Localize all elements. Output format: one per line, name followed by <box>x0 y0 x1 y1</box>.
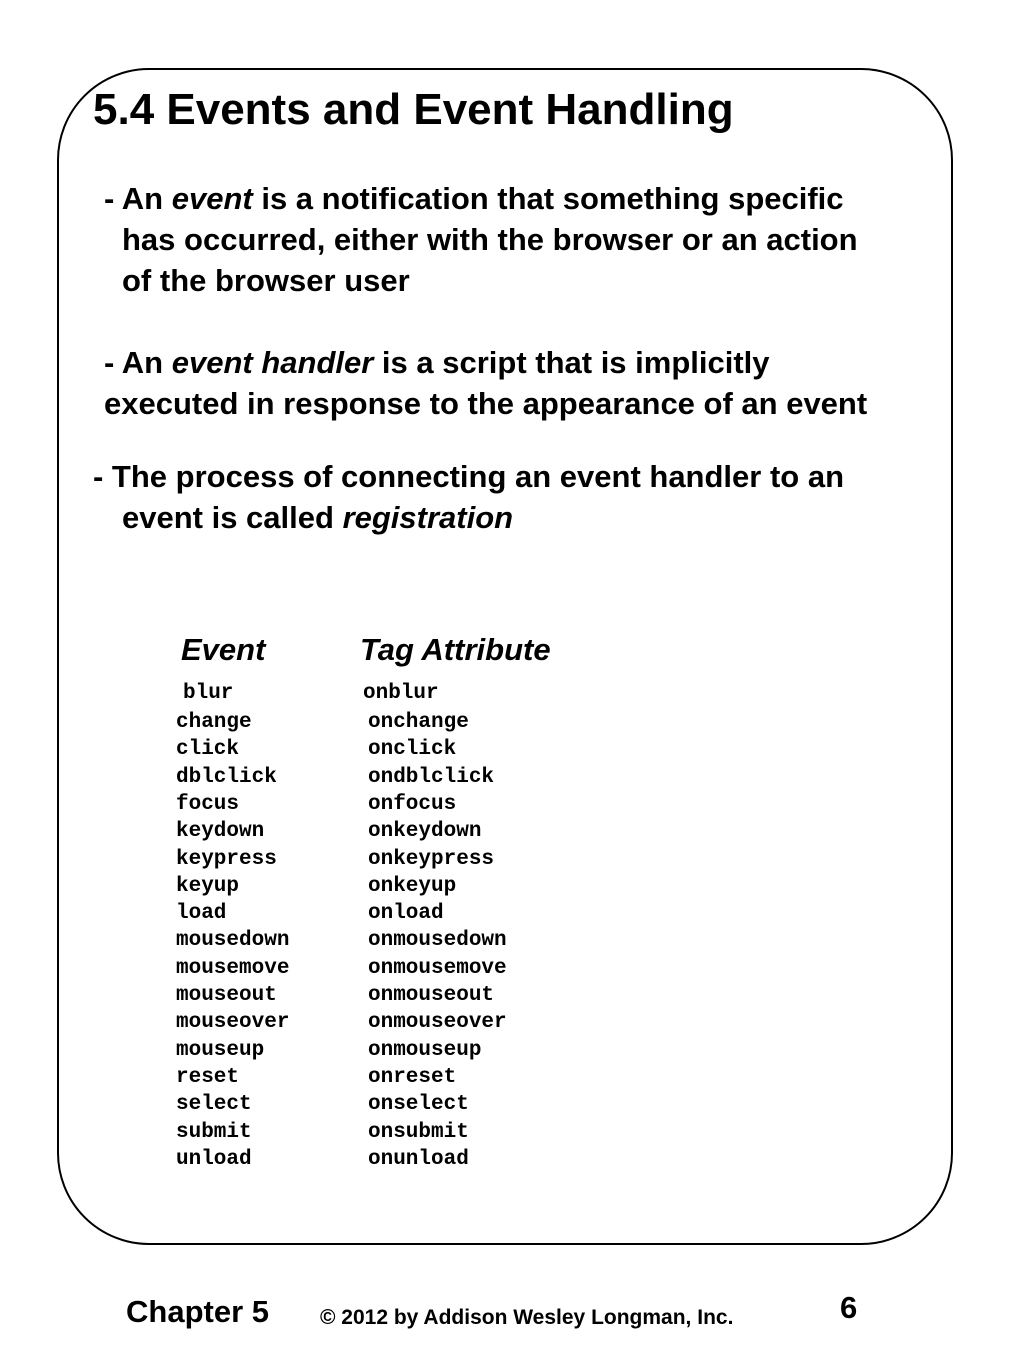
tag-attribute-cell: ondblclick <box>368 765 495 789</box>
event-name-cell: mouseup <box>176 1038 265 1062</box>
tag-attribute-cell: onload <box>368 902 444 926</box>
event-name-cell: submit <box>176 1120 252 1144</box>
para3-line2-prefix: event is called <box>122 500 343 535</box>
event-name-cell: keyup <box>176 874 240 898</box>
event-name-cell: focus <box>176 792 240 816</box>
para3-term: registration <box>342 500 514 535</box>
slide-title: 5.4 Events and Event Handling <box>93 85 734 134</box>
para3-line1: - The process of connecting an event handler to an <box>93 459 845 494</box>
para2-term: event handler <box>171 345 374 380</box>
tag-attribute-cell: onunload <box>368 1147 469 1171</box>
event-name-cell: mousemove <box>176 956 290 980</box>
para2-prefix: - An <box>104 345 172 380</box>
tag-attribute-cell: onfocus <box>368 792 457 816</box>
event-name-cell: unload <box>176 1147 252 1171</box>
event-name-cell: load <box>176 902 227 926</box>
table-header-tag-attribute: Tag Attribute <box>360 632 551 667</box>
para1-line2: has occurred, either with the browser or an action <box>122 222 858 257</box>
event-name-cell: keydown <box>176 820 265 844</box>
event-name-cell: keypress <box>176 847 277 871</box>
event-name-cell: mouseout <box>176 984 277 1007</box>
event-name-cell: mouseover <box>176 1011 290 1035</box>
event-handler-paragraph <box>104 342 867 424</box>
tag-attribute-cell: onkeyup <box>368 874 457 898</box>
tag-attribute-cell: onmouseout <box>368 984 495 1007</box>
tag-attribute-cell: onmouseup <box>368 1038 482 1062</box>
tag-attribute-cell: onreset <box>368 1065 457 1089</box>
tag-attribute-cell: onselect <box>368 1093 469 1117</box>
tag-attribute-cell: onkeydown <box>368 820 482 844</box>
event-name-cell: blur <box>183 682 234 705</box>
event-name-cell: change <box>176 711 252 734</box>
tag-attribute-cell: onchange <box>368 711 469 734</box>
para2-line2: executed in response to the appearance of an event <box>104 386 868 421</box>
event-name-cell: select <box>176 1093 252 1117</box>
tag-attribute-cell: onmousemove <box>368 956 507 980</box>
page-number: 6 <box>840 1290 858 1325</box>
para1-prefix: - An <box>104 181 172 216</box>
para1-suffix: is a notification that something specific <box>252 181 844 216</box>
para1-term: event <box>171 181 253 216</box>
tag-attribute-cell: onmousedown <box>368 929 507 953</box>
event-name-cell: reset <box>176 1065 240 1089</box>
para2-suffix: is a script that is implicitly <box>373 345 770 380</box>
tag-attribute-cell: onblur <box>363 682 439 705</box>
tag-attribute-cell: onclick <box>368 738 457 762</box>
footer-copyright: © 2012 by Addison Wesley Longman, Inc. <box>320 1306 734 1329</box>
event-name-cell: click <box>176 738 240 762</box>
tag-attribute-cell: onsubmit <box>368 1120 469 1144</box>
registration-paragraph <box>93 456 844 538</box>
tag-attribute-cell: onkeypress <box>368 847 495 871</box>
table-header-event: Event <box>181 632 266 667</box>
event-definition-paragraph <box>104 178 858 301</box>
tag-attribute-cell: onmouseover <box>368 1011 507 1035</box>
footer-chapter: Chapter 5 <box>126 1294 269 1329</box>
event-name-cell: dblclick <box>176 765 277 789</box>
event-name-cell: mousedown <box>176 929 290 953</box>
para1-line3: of the browser user <box>122 263 410 298</box>
